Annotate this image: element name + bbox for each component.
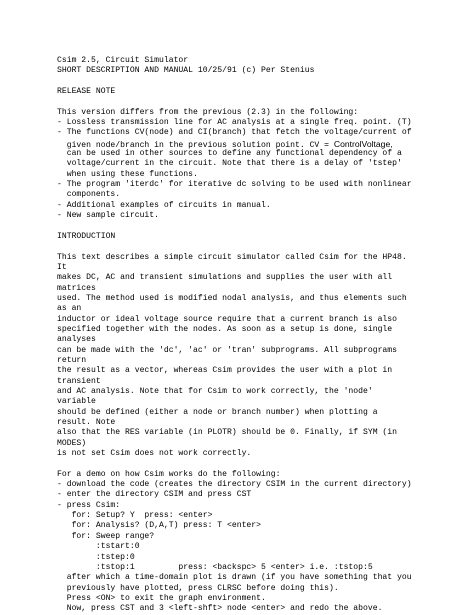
intro-line: used. The method used is modified nodal analysis, and thus elements such bbox=[57, 293, 407, 303]
release-note-line: can be used in other sources to define any functional dependency of a bbox=[57, 149, 402, 159]
spacer bbox=[57, 242, 427, 252]
demo-line: - press Csim: bbox=[57, 500, 121, 510]
release-note-intro: This version differs from the previous (2.3) in the following: bbox=[57, 107, 359, 117]
intro-line: It bbox=[57, 262, 67, 272]
document-subtitle: SHORT DESCRIPTION AND MANUAL 10/25/91 (c) Per Stenius bbox=[57, 66, 315, 76]
release-note-line bbox=[57, 139, 427, 149]
intro-line: specified together with the nodes. As soon as a setup is done, single bbox=[57, 324, 393, 334]
intro-line: matrices bbox=[57, 283, 96, 293]
manual-page bbox=[57, 56, 427, 615]
demo-line: - enter the directory CSIM and press CST bbox=[57, 490, 252, 500]
intro-line: and AC analysis. Note that for Csim to work correctly, the 'node' bbox=[57, 387, 373, 396]
demo-line: Now, press CST and 3 <left-shft> node <enter> and redo the above. bbox=[57, 604, 383, 614]
intro-line: the result as a vector, whereas Csim provides the user with a plot in bbox=[57, 366, 393, 376]
introduction-paragraph bbox=[57, 253, 427, 460]
demo-line: Press <ON> to exit the graph environment. bbox=[57, 593, 266, 603]
spacer bbox=[57, 222, 427, 232]
spacer bbox=[57, 77, 427, 87]
release-note-line: - The functions CV(node) and CI(branch) that fetch the voltage/current of bbox=[57, 128, 412, 138]
intro-line: transient bbox=[57, 376, 101, 386]
demo-line: :tstep:0 bbox=[57, 552, 135, 562]
intro-line: should be defined (either a node or branch number) when plotting a bbox=[57, 407, 378, 417]
release-note-line: components. bbox=[57, 190, 121, 200]
demo-line: :tstop:1 press: <backspc> 5 <enter> i.e. :tstop:5 bbox=[57, 562, 373, 572]
intro-line: MODES) bbox=[57, 438, 87, 448]
intro-line: analyses bbox=[57, 335, 96, 345]
intro-line: inductor or ideal voltage source require that a current branch is also bbox=[57, 314, 397, 324]
release-note-line-part: given node/branch in the previous solution point. CV = ControlVoltage, bbox=[57, 138, 393, 150]
spacer bbox=[57, 459, 427, 469]
document-title: Csim 2.5, Circuit Simulator bbox=[57, 56, 189, 65]
intro-line: makes DC, AC and transient simulations and supplies the user with all bbox=[57, 273, 393, 283]
release-note-line: - The program 'iterdc' for iterative dc solving to be used with nonlinear bbox=[57, 180, 412, 190]
demo-line: after which a time-domain plot is drawn (if you have something that you bbox=[57, 573, 412, 583]
intro-line: variable bbox=[57, 397, 96, 407]
release-note-line: - New sample circuit. bbox=[57, 211, 159, 221]
release-note-line: - Lossless transmission line for AC analysis at a single freq. point. (T) bbox=[57, 118, 412, 128]
demo-line: for: Analysis? (D,A,T) press: T <enter> bbox=[57, 521, 261, 531]
intro-line: result. Note bbox=[57, 418, 116, 428]
demo-line: :tstart:0 bbox=[57, 542, 140, 552]
intro-line: return bbox=[57, 355, 87, 365]
demo-line: - download the code (creates the directory CSIM in the current directory) bbox=[57, 480, 412, 490]
release-note-line: when using these functions. bbox=[57, 169, 198, 179]
spacer bbox=[57, 97, 427, 107]
demo-line: For a demo on how Csim works do the following: bbox=[57, 469, 281, 479]
demo-instructions bbox=[57, 470, 427, 615]
intro-line: This text describes a simple circuit simulator called Csim for the HP48. bbox=[57, 252, 407, 262]
intro-line: can be made with the 'dc', 'ac' or 'tran' subprograms. All subprograms bbox=[57, 345, 397, 355]
demo-line: for: Sweep range? bbox=[57, 531, 155, 541]
introduction-heading: INTRODUCTION bbox=[57, 231, 116, 241]
intro-line: also that the RES variable (in PLOTR) should be 0. Finally, if SYM (in bbox=[57, 428, 397, 438]
release-note-list bbox=[57, 118, 427, 221]
release-note-line: voltage/current in the circuit. Note that there is a delay of 'tstep' bbox=[57, 159, 402, 169]
release-note-heading: RELEASE NOTE bbox=[57, 87, 116, 97]
demo-line: previously have plotted, press CLRSC before doing this). bbox=[57, 583, 339, 593]
intro-line: is not set Csim does not work correctly. bbox=[57, 449, 252, 459]
demo-line: for: Setup? Y press: <enter> bbox=[57, 511, 213, 521]
release-note-line: - Additional examples of circuits in manual. bbox=[57, 200, 271, 210]
intro-line: as an bbox=[57, 304, 82, 314]
